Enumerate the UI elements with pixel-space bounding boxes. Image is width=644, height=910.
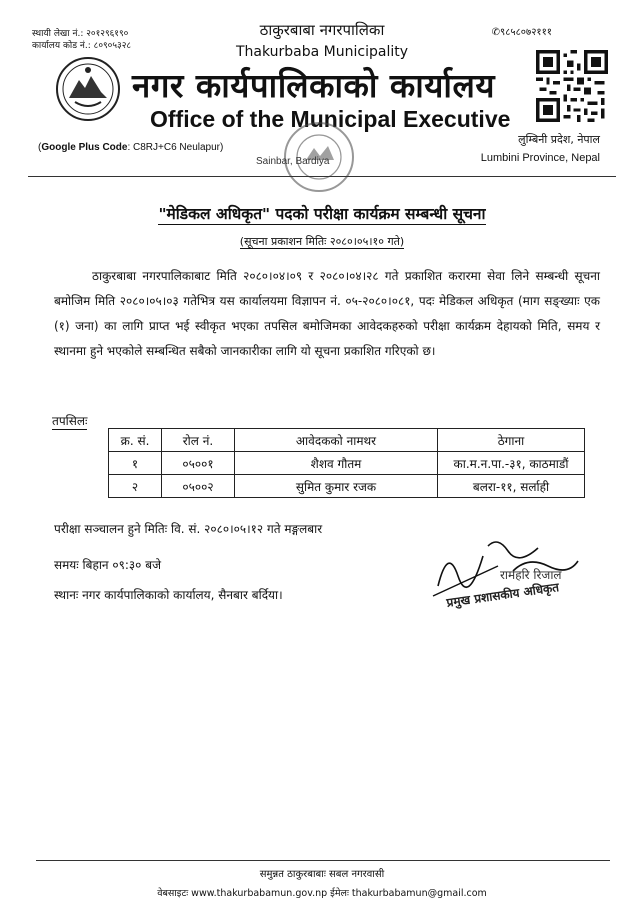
col-roll: रोल नं. <box>162 429 235 452</box>
cell-name: सुमित कुमार रजक <box>235 475 438 498</box>
signatory-name: रामहरि रिजाल <box>500 568 562 582</box>
cell-roll: ०५००१ <box>162 452 235 475</box>
exam-time: समयः बिहान ०९:३० बजे <box>54 558 161 572</box>
qr-code-icon <box>536 50 608 122</box>
signatory-title: प्रमुख प्रशासकीय अधिकृत <box>445 580 560 610</box>
table-row <box>109 452 585 475</box>
col-serial: क्र. सं. <box>109 429 162 452</box>
applicant-table <box>108 428 585 498</box>
header-divider <box>28 176 616 177</box>
notice-body: ठाकुरबाबा नगरपालिकाबाट मिति २०८०।०४।०९ र २०८०।०४।२८ गते प्रकाशित करारमा सेवा लिने सम्बन्धी सूचना बमोजिम मिति २०८०।०५।०३ गतेभित्र यस कार्यालयमा विज्ञापन नं. ०५-२०८०।०८१, पदः मेडिकल अधिकृत (माग सङ्ख्याः एक (१) जना) का लागि प्राप्त भई स्वीकृत भएका तपसिल बमोजिमका आवेदकहरुको परीक्षा कार्यक्रम देहायको मिति, समय र स्थानमा हुने भएकोले सम्बन्धित सबैको जानकारीका लागि यो सूचना प्रकाशित गरिएको छ। <box>54 269 600 358</box>
cell-address: बलरा-११, सर्लाही <box>438 475 585 498</box>
municipality-name-nepali: ठाकुरबाबा नगरपालिका <box>259 21 385 39</box>
google-plus-code: (Google Plus Code: C8RJ+C6 Neulapur) <box>38 142 224 153</box>
province-nepali: लुम्बिनी प्रदेश, नेपाल <box>518 133 600 146</box>
cell-roll: ०५००२ <box>162 475 235 498</box>
nepal-emblem-icon <box>55 56 121 122</box>
province-english: Lumbini Province, Nepal <box>480 152 600 164</box>
table-row <box>109 475 585 498</box>
office-code: कार्यालय कोड नं.: ८०९०५३२८ <box>32 41 132 51</box>
col-name: आवेदकको नामथर <box>235 429 438 452</box>
office-title-nepali: नगर कार्यपालिकाको कार्यालय <box>132 66 495 105</box>
footer-divider <box>36 860 610 861</box>
footer-slogan: समुन्नत ठाकुरबाबाः सबल नगरवासी <box>259 869 385 880</box>
notice-published-date: (सूचना प्रकाशन मितिः २०८०।०५।१० गते) <box>239 235 405 248</box>
exam-place: स्थानः नगर कार्यपालिकाको कार्यालय, सैनबार बर्दिया। <box>54 588 283 602</box>
locality-english: Sainbar, Bardiya <box>256 156 330 167</box>
phone-number: ✆९८५८०७२१११ <box>491 27 552 38</box>
cell-address: का.म.न.पा.-३१, काठमाडौं <box>438 452 585 475</box>
footer-contact: वेबसाइटः www.thakurbabamun.gov.np ईमेलः thakurbabamun@gmail.com <box>157 888 487 899</box>
cell-serial: १ <box>109 452 162 475</box>
col-address: ठेगाना <box>438 429 585 452</box>
permanent-account-number: स्थायी लेखा नं.: २०१२९६१९० <box>32 29 129 39</box>
office-title-english: Office of the Municipal Executive <box>150 106 511 132</box>
notice-title: "मेडिकल अधिकृत" पदको परीक्षा कार्यक्रम सम्बन्धी सूचना <box>158 205 486 223</box>
cell-name: शैशव गौतम <box>235 452 438 475</box>
cell-serial: २ <box>109 475 162 498</box>
municipality-name-english: Thakurbaba Municipality <box>235 44 408 60</box>
exam-date: परीक्षा सञ्चालन हुने मितिः वि. सं. २०८०।०५।१२ गते मङ्गलबार <box>54 522 323 536</box>
tapasil-label: तपसिलः <box>52 414 88 428</box>
table-header-row <box>109 429 585 452</box>
phone-icon: ✆ <box>491 27 500 38</box>
